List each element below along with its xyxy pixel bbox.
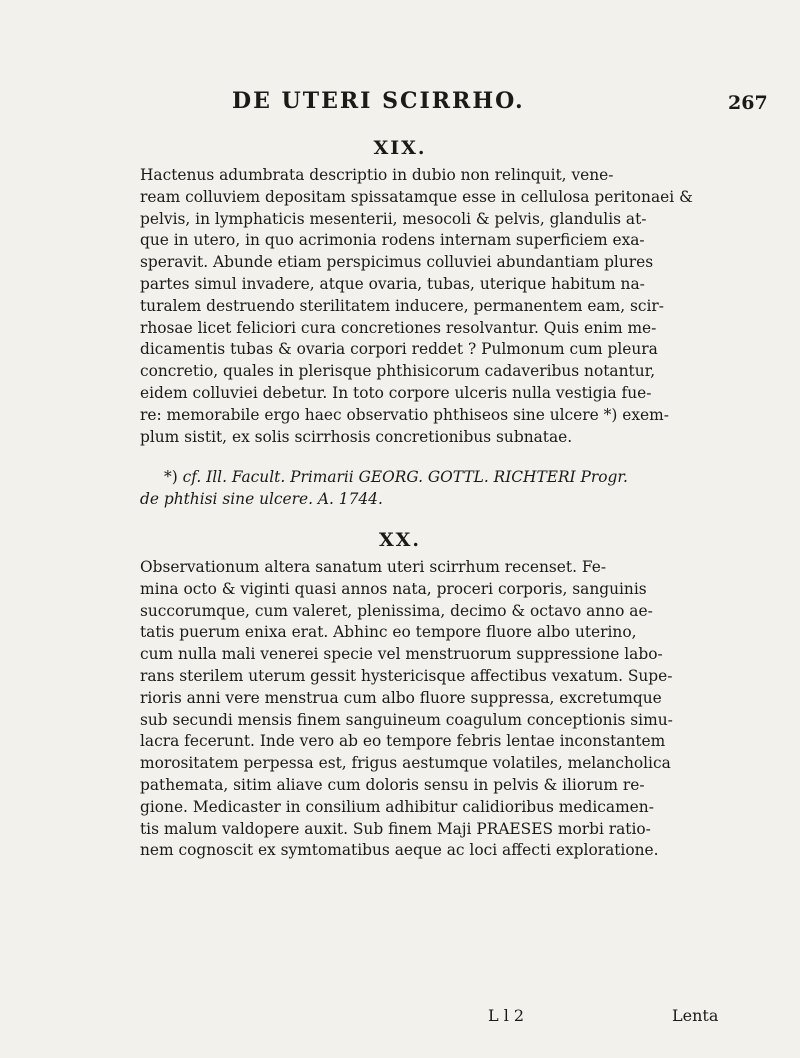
footnote <box>140 466 728 510</box>
running-title: DE UTERI SCIRRHO. <box>232 88 525 114</box>
section-heading-19: XIX. <box>373 137 427 159</box>
text-line: dicamentis tubas & ovaria corpori reddet ? Pulmonum cum pleura <box>140 340 658 359</box>
text-line: lacra fecerunt. Inde vero ab eo tempore febris lentae inconstantem <box>140 732 666 751</box>
text-line: tatis puerum enixa erat. Abhinc eo tempore fluore albo uterino, <box>140 623 637 642</box>
text-line: rioris anni vere menstrua cum albo fluore suppressa, excretumque <box>140 688 662 707</box>
text-line: mina octo & viginti quasi annos nata, proceri corporis, sanguinis <box>140 579 647 598</box>
catchword: Lenta <box>672 1006 719 1025</box>
page-number: 267 <box>728 92 768 114</box>
text-line: rhosae licet feliciori cura concretiones resolvantur. Quis enim me- <box>140 318 657 337</box>
section-heading-20: XX. <box>378 529 422 551</box>
text-line: succorumque, cum valeret, plenissima, decimo & octavo anno ae- <box>140 601 653 620</box>
text-line: cum nulla mali venerei specie vel menstruorum suppressione labo- <box>140 645 663 664</box>
signature-mark: L l 2 <box>488 1006 525 1025</box>
text-line: concretio, quales in plerisque phthisicorum cadaveribus notantur, <box>140 362 656 381</box>
text-line: nem cognoscit ex symtomatibus aeque ac loci affecti exploratione. <box>140 841 659 860</box>
text-line: tis malum valdopere auxit. Sub finem Maji PRAESES morbi ratio- <box>140 819 651 838</box>
text-line: sub secundi mensis finem sanguineum coagulum conceptionis simu- <box>140 710 673 729</box>
text-line: eidem colluviei debetur. In toto corpore ulceris nulla vestigia fue- <box>140 383 652 402</box>
text-line: partes simul invadere, atque ovaria, tubas, uterique habitum na- <box>140 274 645 293</box>
footnote-text: cf. Ill. Facult. Primarii GEORG. GOTTL. RICHTERI Progr. <box>182 468 628 486</box>
text-line: gione. Medicaster in consilium adhibitur calidioribus medicamen- <box>140 797 654 816</box>
text-line: Hactenus adumbrata descriptio in dubio non relinquit, vene- <box>140 166 614 184</box>
text-line: pathemata, sitim aliave cum doloris sensu in pelvis & iliorum re- <box>140 775 645 794</box>
section-20-paragraph <box>140 557 728 862</box>
text-line: ream colluviem depositam spissatamque esse in cellulosa peritonaei & <box>140 187 693 206</box>
text-line: Observationum altera sanatum uteri scirrhum recenset. Fe- <box>140 558 607 576</box>
section-19-paragraph <box>140 165 728 448</box>
text-line: pelvis, in lymphaticis mesenterii, mesocoli & pelvis, glandulis at- <box>140 209 647 228</box>
text-line: re: memorabile ergo haec observatio phthiseos sine ulcere *) exem- <box>140 405 669 424</box>
text-line: morositatem perpessa est, frigus aestumque volatiles, melancholica <box>140 754 671 773</box>
text-line: que in utero, in quo acrimonia rodens internam superficiem exa- <box>140 231 645 250</box>
footnote-marker: *) <box>164 468 178 486</box>
text-line: speravit. Abunde etiam perspicimus colluviei abundantiam plures <box>140 253 654 272</box>
footnote-line-2: de phthisi sine ulcere. A. 1744. <box>140 490 383 508</box>
footnote-line-1 <box>140 466 728 488</box>
text-line: plum sistit, ex solis scirrhosis concretionibus subnatae. <box>140 427 573 446</box>
text-line: turalem destruendo sterilitatem inducere, permanentem eam, scir- <box>140 296 664 315</box>
text-line: rans sterilem uterum gessit hystericisque affectibus vexatum. Supe- <box>140 666 673 685</box>
